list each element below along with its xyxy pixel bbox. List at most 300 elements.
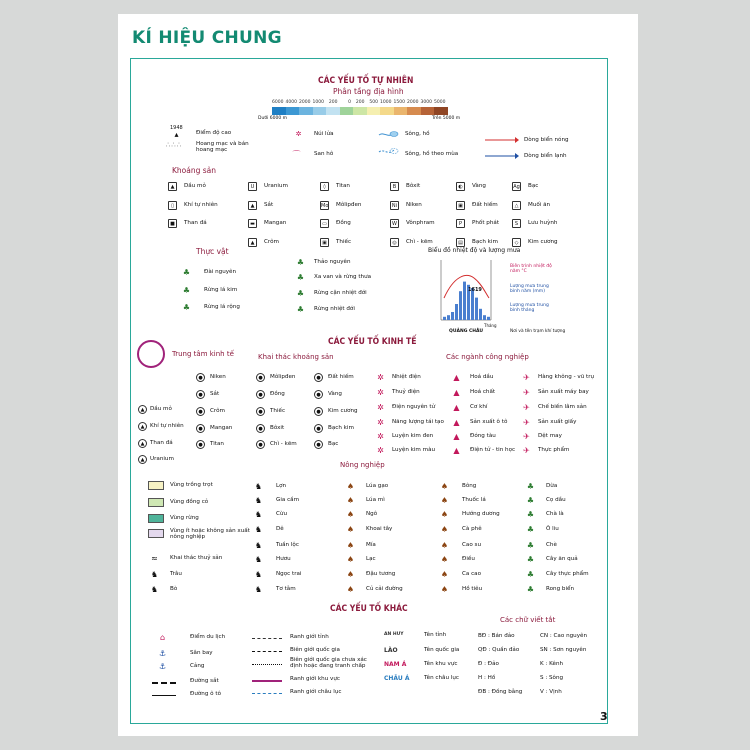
rain-bar [455, 304, 458, 320]
industry-icon: ▲ [453, 432, 460, 441]
abbr-right: S : Sông [540, 675, 564, 681]
industry-label: Thuỷ điện [392, 389, 420, 395]
zone-label: Vùng ít hoặc không sản xuất nông nghiệp [170, 528, 250, 541]
crop-label: Ngô [366, 511, 378, 517]
agriculture-title: Nông nghiệp [340, 461, 385, 469]
relief-tick: 2000 [299, 100, 311, 105]
industry-icon: ✲ [377, 446, 384, 455]
industry-icon: ✈ [523, 373, 530, 382]
vegetation-icon: ♣ [182, 303, 191, 312]
coral-icon: ⌒ [292, 150, 301, 159]
mineral-label: Thiếc [336, 239, 352, 245]
mining-icon: ● [256, 424, 265, 433]
mineral-icon: ◇ [512, 238, 521, 247]
industry-icon: ✈ [523, 388, 530, 397]
relief-step [367, 107, 381, 115]
mineral-icon: ▯ [168, 201, 177, 210]
other-label: Điểm du lịch [190, 634, 226, 640]
crop-icon: ♠ [346, 525, 355, 534]
mineral-label: Than đá [184, 220, 207, 226]
mineral-icon: Ag [513, 184, 520, 190]
crop-icon: ♠ [440, 510, 449, 519]
relief-step [407, 107, 421, 115]
economic-center-icon [137, 340, 165, 368]
boundary-label: Ranh giới châu lục [290, 689, 342, 695]
mining-icon: ▲ [138, 422, 147, 431]
mineral-label: Uranium [264, 183, 288, 189]
name-sample: LÀO [384, 647, 398, 654]
animal-label: Gia cầm [276, 497, 300, 503]
relief-step [394, 107, 408, 115]
crop-icon: ♣ [526, 541, 535, 550]
vegetation-icon: ♣ [182, 268, 191, 277]
mining-icon: ▲ [138, 439, 147, 448]
crop-label: Chà là [546, 511, 564, 517]
crop-icon: ♣ [526, 496, 535, 505]
page-number: 3 [600, 710, 608, 723]
industry-icon: ✲ [377, 403, 384, 412]
abbr-left: QĐ : Quần đảo [478, 647, 520, 653]
mining-icon: ● [314, 424, 323, 433]
desert-icon: ∴∴∴ [165, 141, 183, 149]
mineral-icon: Ni [391, 203, 398, 209]
mining-label: Crôm [210, 408, 225, 414]
crop-label: Mía [366, 542, 376, 548]
mining-icon: ▲ [138, 455, 147, 464]
mineral-label: Mangan [264, 220, 287, 226]
mining-label: Đồng [270, 391, 285, 397]
industry-icon: ✲ [377, 432, 384, 441]
crop-icon: ♠ [346, 541, 355, 550]
industry-label: Luyện kim màu [392, 447, 436, 453]
mineral-icon: W [390, 219, 399, 228]
relief-title: Phân tầng địa hình [333, 87, 404, 96]
relief-tick: 3000 [420, 100, 432, 105]
relief-tick: 200 [355, 100, 365, 105]
crop-icon: ♣ [526, 555, 535, 564]
crop-label: Cao su [462, 542, 481, 548]
vegetation-label: Rừng lá kim [204, 287, 238, 293]
crop-label: Đậu tương [366, 571, 396, 577]
mining-icon: ● [196, 424, 205, 433]
relief-tick: 6000 [272, 100, 284, 105]
zone-swatch [148, 481, 164, 490]
mineral-icon: S [512, 219, 521, 228]
mineral-label: Bạch kim [472, 239, 498, 245]
mineral-label: Vônphram [406, 220, 435, 226]
relief-tick: 4000 [285, 100, 297, 105]
mineral-icon: ◐ [456, 182, 465, 191]
rain-bar [487, 317, 490, 320]
industry-icon: ✈ [523, 432, 530, 441]
boundary-label: Biên giới quốc gia chưa xác định hoặc đang tranh chấp [290, 657, 367, 670]
mining-label: Sắt [210, 391, 220, 397]
animal-icon: ♞ [254, 496, 263, 505]
vegetation-label: Rừng lá rộng [204, 304, 240, 310]
industry-icon: ✲ [377, 373, 384, 382]
road-line [152, 695, 176, 696]
relief-step [299, 107, 313, 115]
rain-bar [475, 298, 478, 320]
relief-tick: 500 [369, 100, 378, 105]
current-arrows-icon [485, 136, 519, 160]
vegetation-icon: ♣ [296, 305, 305, 314]
vegetation-label: Đài nguyên [204, 269, 237, 275]
seasonal-label: Sông, hồ theo mùa [405, 151, 459, 157]
name-sample-label: Tên tỉnh [424, 632, 447, 638]
river-lake-label: Sông, hồ [405, 131, 430, 137]
mineral-icon: ▲ [248, 201, 257, 210]
economic-center-label: Trung tâm kinh tế [172, 350, 234, 358]
abbr-right: SN : Sơn nguyên [540, 647, 587, 653]
name-sample: CHÂU Á [384, 675, 410, 682]
zone-swatch [148, 514, 164, 523]
crop-label: Lúa mì [366, 497, 385, 503]
vegetation-label: Rừng nhiệt đới [314, 306, 355, 312]
zone-swatch [148, 529, 164, 538]
mineral-label: Phốt phát [472, 220, 500, 226]
industry-label: Chế biến lâm sản [538, 404, 587, 410]
crop-label: Lạc [366, 556, 376, 562]
climate-station-note: Nơi và tên trạm khí tượng [510, 329, 566, 334]
mining-label: Đất hiếm [328, 374, 354, 380]
natural-section-title: CÁC YẾU TỐ TỰ NHIÊN [318, 76, 414, 86]
crop-label: Cây ăn quả [546, 556, 578, 562]
vegetation-label: Xa van và rừng thưa [314, 274, 372, 280]
mineral-icon: ▲ [168, 182, 177, 191]
animal-icon: ♞ [254, 585, 263, 594]
mining-icon: ● [314, 440, 323, 449]
relief-ticks [270, 100, 446, 105]
mineral-label: Sắt [264, 202, 274, 208]
abbr-left: Đ : Đảo [478, 661, 499, 667]
vegetation-icon: ♣ [296, 258, 305, 267]
mining-label: Uranium [150, 456, 174, 462]
crop-label: Hồ tiêu [462, 586, 483, 592]
climate-station-name: QUẢNG CHÂU [449, 329, 484, 334]
name-sample-label: Tên khu vực [424, 661, 458, 667]
industry-icon: ▲ [453, 373, 460, 382]
abbr-right: K : Kênh [540, 661, 564, 667]
relief-tick: 1000 [312, 100, 324, 105]
zone-label: Khai thác thuỷ sản [170, 555, 223, 561]
mineral-label: Crôm [264, 239, 279, 245]
mineral-icon: B [390, 182, 399, 191]
mineral-label: Vàng [472, 183, 486, 189]
crop-icon: ♠ [440, 541, 449, 550]
crop-label: Rong biển [546, 586, 575, 592]
zone-label: Trâu [170, 571, 182, 577]
relief-step [286, 107, 300, 115]
crop-icon: ♠ [346, 585, 355, 594]
relief-step [353, 107, 367, 115]
industry-icon: ▲ [453, 418, 460, 427]
mineral-icon: ◊ [320, 182, 329, 191]
other-label: Cảng [190, 663, 205, 669]
mineral-icon: ▬ [248, 219, 257, 228]
economy-section-title: CÁC YẾU TỐ KINH TẾ [328, 337, 417, 347]
industry-label: Sản xuất giấy [538, 419, 577, 425]
mineral-label: Chì - kẽm [406, 239, 433, 245]
river-lake-icon [378, 130, 400, 158]
climate-note-month: Lượng mưa trung bình tháng [510, 303, 549, 314]
rain-bar [459, 291, 462, 320]
animal-icon: ♞ [254, 510, 263, 519]
industry-icon: ✲ [377, 388, 384, 397]
agri-icon: ♞ [150, 570, 159, 579]
mining-label: Bôxit [270, 425, 285, 431]
vegetation-icon: ♣ [182, 286, 191, 295]
crop-label: Thuốc lá [462, 497, 486, 503]
relief-below-label: Dưới 6000 m [258, 116, 288, 121]
relief-tick: 1500 [393, 100, 405, 105]
crop-label: Hướng dương [462, 511, 500, 517]
abbr-left: ĐB : Đồng bằng [478, 689, 523, 695]
industry-icon: ▲ [453, 403, 460, 412]
relief-step [434, 107, 448, 115]
vegetation-label: Thảo nguyên [314, 259, 351, 265]
animal-icon: ♞ [254, 525, 263, 534]
crop-icon: ♠ [440, 585, 449, 594]
crop-label: Ca cao [462, 571, 482, 577]
mineral-label: Lưu huỳnh [528, 220, 558, 226]
animal-icon: ♞ [254, 570, 263, 579]
mineral-label: Dầu mỏ [184, 183, 206, 189]
mineral-label: Niken [406, 202, 422, 208]
mineral-icon: ▣ [456, 201, 465, 210]
relief-step [421, 107, 435, 115]
climate-note-rain: Lượng mưa trung bình năm (mm) [510, 284, 549, 295]
relief-step [272, 107, 286, 115]
mining-label: Kim cương [328, 408, 358, 414]
relief-step [313, 107, 327, 115]
boundary-line [252, 664, 282, 665]
crop-label: Khoai tây [366, 526, 393, 532]
mineral-icon: ▲ [248, 238, 257, 247]
mining-icon: ● [196, 390, 205, 399]
abbr-right: V : Vịnh [540, 689, 562, 695]
crop-label: Cây thực phẩm [546, 571, 589, 577]
industry-label: Cơ khí [470, 404, 488, 410]
zone-label: Bò [170, 586, 178, 592]
abbr-left: BĐ : Bán đảo [478, 633, 515, 639]
road-line [152, 682, 176, 684]
mining-title: Khai thác khoáng sản [258, 353, 334, 361]
vegetation-label: Rừng cận nhiệt đới [314, 290, 367, 296]
crop-icon: ♣ [526, 510, 535, 519]
mineral-label: Titan [336, 183, 350, 189]
climate-note-temp: Biên trình nhiệt độ năm °C [510, 264, 552, 275]
boundary-label: Ranh giới tỉnh [290, 634, 329, 640]
industry-label: Dệt may [538, 433, 562, 439]
other-label: Đường ô tô [190, 691, 221, 697]
crop-label: Cọ dầu [546, 497, 566, 503]
boundary-line [252, 638, 282, 639]
mineral-icon: ▣ [320, 238, 329, 247]
crop-icon: ♣ [526, 570, 535, 579]
crop-icon: ♠ [346, 482, 355, 491]
mining-icon: ● [256, 440, 265, 449]
volcano-label: Núi lửa [314, 131, 334, 137]
crop-icon: ♣ [526, 585, 535, 594]
crop-label: Cà phê [462, 526, 482, 532]
abbr-left: H : Hồ [478, 675, 496, 681]
crop-icon: ♠ [346, 496, 355, 505]
mining-icon: ● [256, 407, 265, 416]
industry-label: Sản xuất ô tô [470, 419, 508, 425]
crop-label: Điều [462, 556, 475, 562]
mining-icon: ● [196, 440, 205, 449]
mining-label: Mangan [210, 425, 233, 431]
cold-current-label: Dòng biển lạnh [524, 153, 567, 159]
relief-step [380, 107, 394, 115]
animal-icon: ♞ [254, 482, 263, 491]
other-icon: ⌂ [159, 633, 166, 642]
abbreviations-title: Các chữ viết tắt [500, 616, 556, 624]
animal-label: Tuần lộc [276, 542, 299, 548]
rain-bar [479, 309, 482, 320]
relief-tick: 5000 [434, 100, 446, 105]
crop-icon: ♠ [440, 482, 449, 491]
zone-swatch [148, 498, 164, 507]
volcano-icon: ✲ [295, 130, 302, 138]
crop-icon: ♠ [440, 570, 449, 579]
mining-icon: ● [196, 373, 205, 382]
mineral-icon: △ [512, 201, 521, 210]
relief-above-label: Trên 5000 m [432, 116, 461, 121]
relief-tick: 1000 [380, 100, 392, 105]
industry-label: Nhiệt điện [392, 374, 421, 380]
boundary-label: Biên giới quốc gia [290, 647, 340, 653]
animal-label: Cừu [276, 511, 287, 517]
vegetation-title: Thực vật [196, 247, 229, 256]
mineral-icon: P [456, 219, 465, 228]
mining-icon: ● [314, 373, 323, 382]
animal-label: Hươu [276, 556, 291, 562]
crop-icon: ♠ [346, 555, 355, 564]
zone-label: Vùng trồng trọt [170, 482, 213, 488]
mineral-label: Môlipđen [336, 202, 362, 208]
mining-icon: ● [314, 407, 323, 416]
name-sample-label: Tên quốc gia [424, 647, 460, 653]
crop-label: Bông [462, 483, 477, 489]
mineral-label: Đất hiếm [472, 202, 498, 208]
animal-label: Ngọc trai [276, 571, 302, 577]
industry-label: Điện tử - tin học [470, 447, 516, 453]
crop-label: Lúa gạo [366, 483, 389, 489]
mining-icon: ● [196, 407, 205, 416]
zone-label: Vùng đồng cỏ [170, 499, 209, 505]
rain-bar [447, 315, 450, 320]
other-label: Sân bay [190, 650, 213, 656]
mineral-icon: ◎ [390, 238, 399, 247]
relief-tick: 200 [328, 100, 338, 105]
climate-chart [436, 258, 496, 330]
mining-icon: ● [314, 390, 323, 399]
rain-bar [443, 317, 446, 320]
industry-label: Hàng không - vũ trụ [538, 374, 595, 380]
name-sample: AN HUY [384, 632, 404, 637]
minerals-title: Khoáng sản [172, 166, 217, 175]
boundary-line [252, 651, 282, 652]
animal-label: Lợn [276, 483, 287, 489]
industry-icon: ▲ [453, 446, 460, 455]
other-icon: ⚓ [158, 662, 167, 671]
crop-label: Củ cải đường [366, 586, 403, 592]
mining-label: Titan [210, 441, 224, 447]
peak-label: Điểm độ cao [196, 130, 232, 136]
rain-bar [483, 315, 486, 320]
agri-icon: ♞ [150, 585, 159, 594]
industry-label: Luyện kim đen [392, 433, 434, 439]
desert-label: Hoang mạc và bán hoang mạc [196, 141, 249, 154]
page-title: KÍ HIỆU CHUNG [132, 28, 282, 48]
mining-icon: ● [256, 390, 265, 399]
mineral-icon: U [248, 182, 257, 191]
zone-label: Vùng rừng [170, 515, 199, 521]
mineral-label: Bôxit [406, 183, 421, 189]
vegetation-icon: ♣ [296, 289, 305, 298]
animal-icon: ♞ [254, 555, 263, 564]
peak-icon: ▴ [174, 130, 179, 139]
crop-label: Ô liu [546, 526, 559, 532]
climate-x-label: Tháng [484, 323, 497, 328]
relief-step [326, 107, 340, 115]
mineral-label: Khí tự nhiên [184, 202, 218, 208]
mining-label: Dầu mỏ [150, 406, 172, 412]
animal-label: Tơ tằm [276, 586, 296, 592]
animal-icon: ♞ [254, 541, 263, 550]
name-sample: NAM Á [384, 661, 407, 668]
industry-label: Đóng tàu [470, 433, 496, 439]
mining-icon: ▲ [138, 405, 147, 414]
mineral-label: Bạc [528, 183, 539, 189]
animal-label: Dê [276, 526, 284, 532]
mineral-label: Muối ăn [528, 202, 551, 208]
vegetation-icon: ♣ [296, 273, 305, 282]
crop-icon: ♠ [346, 510, 355, 519]
others-section-title: CÁC YẾU TỐ KHÁC [330, 604, 408, 614]
industry-label: Điện nguyên tử [392, 404, 436, 410]
crop-icon: ♣ [526, 482, 535, 491]
mining-label: Môlipđen [270, 374, 296, 380]
industry-label: Hoá dầu [470, 374, 494, 380]
industry-title: Các ngành công nghiệp [446, 353, 529, 361]
abbr-right: CN : Cao nguyên [540, 633, 588, 639]
mineral-label: Đồng [336, 220, 351, 226]
mineral-label: Kim cương [528, 239, 558, 245]
other-icon: ⚓ [158, 649, 167, 658]
industry-icon: ✈ [523, 403, 530, 412]
relief-scale [272, 107, 448, 115]
mining-label: Khí tự nhiên [150, 423, 184, 429]
relief-tick: 0 [348, 100, 351, 105]
industry-icon: ▲ [453, 388, 460, 397]
relief-step [340, 107, 354, 115]
mining-label: Chì - kẽm [270, 441, 297, 447]
rain-bar [451, 312, 454, 320]
name-sample-label: Tên châu lục [424, 675, 459, 681]
other-label: Đường sắt [190, 678, 219, 684]
industry-icon: ✲ [377, 418, 384, 427]
crop-icon: ♠ [346, 570, 355, 579]
climate-chart-title: Biểu đồ nhiệt độ và lượng mưa [428, 247, 521, 254]
mining-label: Than đá [150, 440, 173, 446]
boundary-line [252, 693, 282, 694]
industry-icon: ✈ [523, 418, 530, 427]
mineral-icon: ▤ [456, 238, 465, 247]
boundary-label: Ranh giới khu vực [290, 676, 340, 682]
